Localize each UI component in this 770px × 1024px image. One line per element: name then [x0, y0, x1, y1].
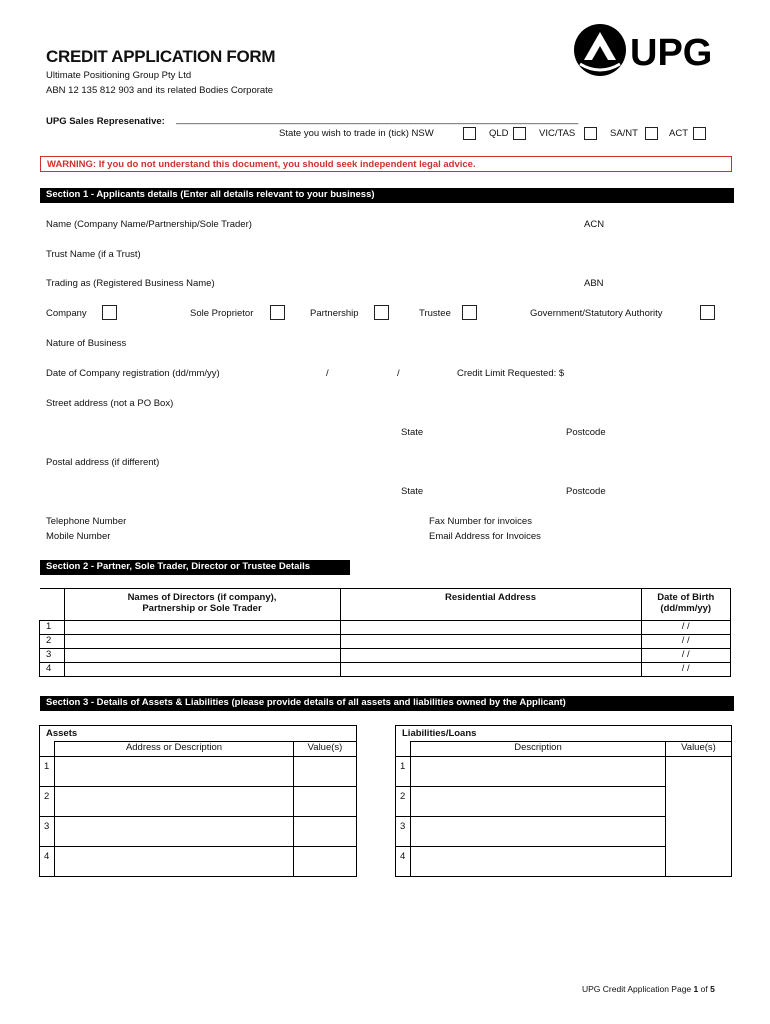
- asset-desc-cell[interactable]: [55, 817, 294, 847]
- liab-value-cell[interactable]: [666, 787, 732, 817]
- sant-checkbox[interactable]: [645, 127, 658, 140]
- row-index: 4: [40, 663, 65, 677]
- table-row: [40, 847, 357, 877]
- acn-label: ACN: [584, 219, 605, 230]
- table-row: [396, 787, 732, 817]
- type-sole-label: Sole Proprietor: [190, 308, 254, 319]
- state-prompt: State you wish to trade in (tick) NSW: [279, 128, 434, 139]
- liab-index-header: [396, 742, 411, 757]
- footer-of: of: [698, 984, 711, 994]
- abn-label: ABN: [584, 278, 604, 289]
- names-header-line2: Partnership or Sole Trader: [142, 603, 262, 614]
- fax-label: Fax Number for invoices: [429, 516, 532, 527]
- page-title: CREDIT APPLICATION FORM: [46, 47, 276, 66]
- postal-postcode-label: Postcode: [566, 486, 606, 497]
- row-index: 2: [40, 635, 65, 649]
- row-index: 3: [40, 817, 55, 847]
- assets-value-header: Value(s): [294, 742, 357, 757]
- assets-index-header: [40, 742, 55, 757]
- dob-header-line1: Date of Birth: [657, 592, 715, 603]
- upg-logo: [572, 22, 734, 85]
- directors-table: [39, 588, 731, 677]
- asset-desc-cell[interactable]: [55, 847, 294, 877]
- mobile-label: Mobile Number: [46, 531, 111, 542]
- director-name-cell[interactable]: [64, 635, 340, 649]
- telephone-label: Telephone Number: [46, 516, 127, 527]
- footer-text: UPG Credit Application Page: [582, 984, 694, 994]
- row-index: 1: [40, 621, 65, 635]
- table-row: [396, 757, 732, 787]
- table-row: [40, 757, 357, 787]
- section2-heading-bar: [40, 560, 350, 575]
- director-address-cell[interactable]: [340, 649, 641, 663]
- type-partnership-label: Partnership: [310, 308, 359, 319]
- liab-desc-header: Description: [411, 742, 666, 757]
- type-government-label: Government/Statutory Authority: [530, 308, 663, 319]
- row-index: 1: [40, 757, 55, 787]
- asset-value-cell[interactable]: [294, 757, 357, 787]
- footer-page: 1: [693, 984, 699, 994]
- table-row: [40, 817, 357, 847]
- date-slash-1: /: [326, 368, 329, 379]
- liab-value-cell[interactable]: [666, 757, 732, 787]
- director-name-cell[interactable]: [64, 663, 340, 677]
- sole-proprietor-checkbox[interactable]: [270, 305, 285, 320]
- street-postcode-label: Postcode: [566, 427, 606, 438]
- asset-desc-cell[interactable]: [55, 757, 294, 787]
- assets-heading: Assets: [40, 726, 357, 742]
- liab-desc-cell[interactable]: [411, 847, 666, 877]
- director-dob-cell[interactable]: / /: [641, 663, 731, 677]
- name-label: Name (Company Name/Partnership/Sole Trader): [46, 219, 252, 230]
- qld-checkbox[interactable]: [513, 127, 526, 140]
- nature-label: Nature of Business: [46, 338, 127, 349]
- trust-label: Trust Name (if a Trust): [46, 249, 141, 260]
- directors-header-names: [64, 589, 340, 621]
- table-row: [40, 649, 731, 663]
- logo-text: UPG: [630, 32, 713, 74]
- table-row: [40, 787, 357, 817]
- liab-desc-cell[interactable]: [411, 787, 666, 817]
- type-trustee-label: Trustee: [419, 308, 451, 319]
- warning-text: WARNING: If you do not understand this document, you should seek independent legal advice.: [47, 159, 476, 170]
- type-company-label: Company: [46, 308, 87, 319]
- section1-heading: Section 1 - Applicants details (Enter all details relevant to your business): [46, 189, 375, 200]
- row-index: 2: [40, 787, 55, 817]
- director-name-cell[interactable]: [64, 649, 340, 663]
- director-address-cell[interactable]: [340, 621, 641, 635]
- asset-value-cell[interactable]: [294, 817, 357, 847]
- row-index: 4: [40, 847, 55, 877]
- nsw-checkbox[interactable]: [463, 127, 476, 140]
- trading-label: Trading as (Registered Business Name): [46, 278, 215, 289]
- liab-value-header: Value(s): [666, 742, 732, 757]
- postal-state-label: State: [401, 486, 424, 497]
- legal-warning: [40, 156, 732, 172]
- row-index: 2: [396, 787, 411, 817]
- trustee-checkbox[interactable]: [462, 305, 477, 320]
- section2-heading: Section 2 - Partner, Sole Trader, Director or Trustee Details: [46, 561, 310, 572]
- liab-desc-cell[interactable]: [411, 757, 666, 787]
- section3-heading: Section 3 - Details of Assets & Liabilities (please provide details of all assets and liabilities owned by the Applicant): [46, 697, 566, 708]
- table-row: [40, 635, 731, 649]
- row-index: 1: [396, 757, 411, 787]
- page-footer: [582, 984, 715, 994]
- liab-value-cell[interactable]: [666, 817, 732, 847]
- row-index: 4: [396, 847, 411, 877]
- email-label: Email Address for Invoices: [429, 531, 541, 542]
- state-sant-label: SA/NT: [610, 128, 638, 139]
- directors-header-index: [40, 589, 65, 621]
- assets-desc-header: Address or Description: [55, 742, 294, 757]
- asset-desc-cell[interactable]: [55, 787, 294, 817]
- director-dob-cell[interactable]: / /: [641, 621, 731, 635]
- liabilities-heading: Liabilities/Loans: [396, 726, 732, 742]
- date-slash-2: /: [397, 368, 400, 379]
- street-state-label: State: [401, 427, 424, 438]
- table-row: [396, 817, 732, 847]
- asset-value-cell[interactable]: [294, 847, 357, 877]
- section1-heading-bar: [40, 188, 734, 203]
- row-index: 3: [396, 817, 411, 847]
- company-checkbox[interactable]: [102, 305, 117, 320]
- partnership-checkbox[interactable]: [374, 305, 389, 320]
- state-qld-label: QLD: [489, 128, 509, 139]
- director-address-cell[interactable]: [340, 663, 641, 677]
- footer-total: 5: [710, 984, 715, 994]
- assets-table: [39, 725, 357, 877]
- state-victas-label: VIC/TAS: [539, 128, 576, 139]
- credit-limit-label: Credit Limit Requested: $: [457, 368, 565, 379]
- abn-line: ABN 12 135 812 903 and its related Bodies Corporate: [46, 85, 274, 96]
- section3-heading-bar: [40, 696, 734, 711]
- dob-header-line2: (dd/mm/yy): [660, 603, 712, 614]
- director-dob-cell[interactable]: / /: [641, 635, 731, 649]
- directors-header-address: Residential Address: [340, 589, 641, 621]
- government-checkbox[interactable]: [700, 305, 715, 320]
- table-row: [40, 663, 731, 677]
- street-label: Street address (not a PO Box): [46, 398, 174, 409]
- director-name-cell[interactable]: [64, 621, 340, 635]
- victas-checkbox[interactable]: [584, 127, 597, 140]
- names-header-line1: Names of Directors (if company),: [127, 592, 277, 603]
- directors-header-dob: [641, 589, 731, 621]
- liabilities-table: [395, 725, 732, 877]
- postal-label: Postal address (if different): [46, 457, 160, 468]
- table-row: [40, 621, 731, 635]
- liab-value-cell[interactable]: [666, 847, 732, 877]
- director-dob-cell[interactable]: / /: [641, 649, 731, 663]
- state-act-label: ACT: [669, 128, 688, 139]
- company-name: Ultimate Positioning Group Pty Ltd: [46, 70, 192, 81]
- liab-desc-cell[interactable]: [411, 817, 666, 847]
- director-address-cell[interactable]: [340, 635, 641, 649]
- table-row: [396, 847, 732, 877]
- sales-rep-line[interactable]: ____________________________________________________________________________________: [176, 114, 578, 125]
- asset-value-cell[interactable]: [294, 787, 357, 817]
- act-checkbox[interactable]: [693, 127, 706, 140]
- sales-rep-label: UPG Sales Represenative:: [46, 116, 165, 127]
- row-index: 3: [40, 649, 65, 663]
- date-reg-label: Date of Company registration (dd/mm/yy): [46, 368, 220, 379]
